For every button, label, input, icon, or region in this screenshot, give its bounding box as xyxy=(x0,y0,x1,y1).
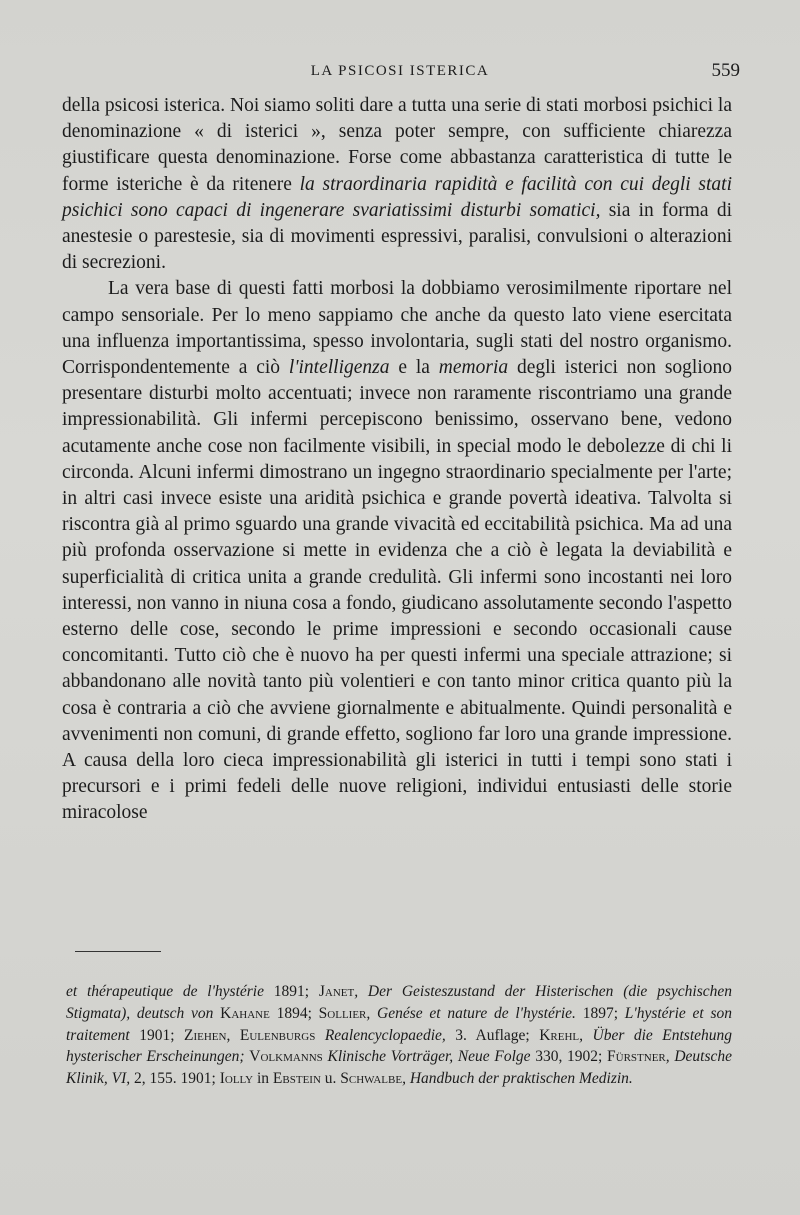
fn-run: 1901; xyxy=(129,1026,185,1044)
text-run: sia in forma di anestesie o parestesie, sia di movimenti espressivi, paralisi, convulsioni o alterazioni di secrezioni. xyxy=(62,199,732,274)
fn-author: Eulenburgs xyxy=(239,1026,316,1044)
fn-author: Ebstein xyxy=(272,1070,321,1088)
body-text xyxy=(62,93,732,827)
fn-run: Klinische Vorträger, Neue Folge xyxy=(322,1048,531,1066)
text-run: degli isterici non sogliono presentare disturbi molto accentuati; invece non raramente riscontriamo una grande impressionabilità. Gli infermi percepiscono benissimo, osservano bene, vedono acutamente anche cose non facilmente visibili, in special modo le debolezze di chi li circonda. Alcuni infermi dimostrano un ingegno straordinario specialmente per l'arte; in altri casi invece esiste una aridità psichica e grande povertà ideativa. Talvolta si riscontra già al primo sguardo una grande vivacità ed eccitabilità psichica. Ma ad una più profonda osservazione si mette in evidenza che a ciò è legata la deviabilità e superficialità di critica unita a grande credulità. Gli infermi sono incostanti nei loro interessi, non vanno in niuna cosa a fondo, giudicano assolutamente secondo l'aspetto esterno delle cose, secondo le prime impressioni e secondo occasionali cause concomitanti. Tutto ciò che è nuovo ha per questi infermi una speciale attrazione; si abbandonano alle novità tanto più volentieri e con tanto minor critica quanto più la cosa è contraria a ciò che avviene giornalmente e abitualmente. Quindi personalità e avvenimenti non comuni, di grande effetto, sogliono far loro una grande impressione. A causa della loro cieca impressionabilità gli isterici in tutti i tempi sono stati i precursori e i primi fedeli delle nuove religioni, individui entusiasti delle storie miracolose xyxy=(62,357,732,824)
fn-run: et thérapeutique de l'hystérie xyxy=(66,983,264,1000)
fn-author: Schwalbe xyxy=(340,1070,403,1088)
fn-run: , Der Geisteszustand der Histerischen (die psychischen Stigmata), deutsch von xyxy=(66,983,732,1022)
fn-run: L'hystérie et son traitement xyxy=(66,1004,732,1044)
italic-run: memoria xyxy=(438,357,509,379)
fn-author: Fürstner xyxy=(607,1048,666,1066)
fn-run: u. xyxy=(320,1070,341,1088)
page-header xyxy=(60,60,740,84)
fn-author: Kahane xyxy=(220,1004,270,1022)
fn-run: 330, 1902; xyxy=(530,1048,608,1066)
fn-run: , xyxy=(226,1026,240,1044)
fn-author: Sollier xyxy=(318,1004,367,1022)
fn-run: , Handbuch der praktischen Medizin. xyxy=(402,1070,633,1088)
fn-author: Janet xyxy=(318,983,355,1000)
fn-run: Realencyclopaedie, xyxy=(315,1026,446,1044)
footnote-rule xyxy=(75,951,161,952)
fn-run: 1891; xyxy=(263,983,319,1000)
text-run: della psicosi isterica. Noi siamo soliti dare a tutta una serie di stati morbosi psichici la denominazione « di isterici », senza poter sempre, con sufficiente chiarezza giustificare questa denominazione. Forse come abbastanza caratteristica di tutte le forme isteriche è da ritenere xyxy=(62,95,732,195)
fn-run: 1897; xyxy=(575,1004,625,1022)
fn-author: Iolly xyxy=(219,1070,254,1088)
footnote xyxy=(66,981,732,1090)
fn-run: , Genése et nature de l'hystérie. xyxy=(366,1004,576,1022)
fn-run: , Über die Entstehung hysterischer Erscheinungen; xyxy=(66,1026,733,1066)
paragraph-1 xyxy=(62,93,732,276)
italic-run: la straordinaria rapidità e facilità con cui degli stati psichici sono capaci di ingenerare svariatissimi disturbi somatici, xyxy=(62,173,732,221)
running-head: LA PSICOSI ISTERICA xyxy=(310,63,490,79)
fn-author: Ziehen xyxy=(184,1026,227,1044)
fn-run: 2, 155. 1901; xyxy=(130,1070,220,1088)
fn-author: Krehl xyxy=(539,1026,580,1044)
fn-run: 1894; xyxy=(269,1004,319,1022)
text-run: e la xyxy=(389,357,439,379)
fn-run: 3. Auflage; xyxy=(445,1026,540,1044)
fn-run: , Deutsche Klinik, VI, xyxy=(66,1048,732,1088)
fn-run: in xyxy=(253,1070,273,1088)
paragraph-2 xyxy=(62,276,732,826)
italic-run: l'intelligenza xyxy=(288,357,390,379)
fn-author: Volkmanns xyxy=(249,1048,323,1066)
text-run: La vera base di questi fatti morbosi la dobbiamo verosimilmente riportare nel campo sensoriale. Per lo meno sappiamo che anche da questo lato viene esercitata una influenza importantissima, spesso involontaria, sugli stati del nostro organismo. Corrispondentemente a ciò xyxy=(62,278,732,379)
page-number: 559 xyxy=(711,60,740,81)
